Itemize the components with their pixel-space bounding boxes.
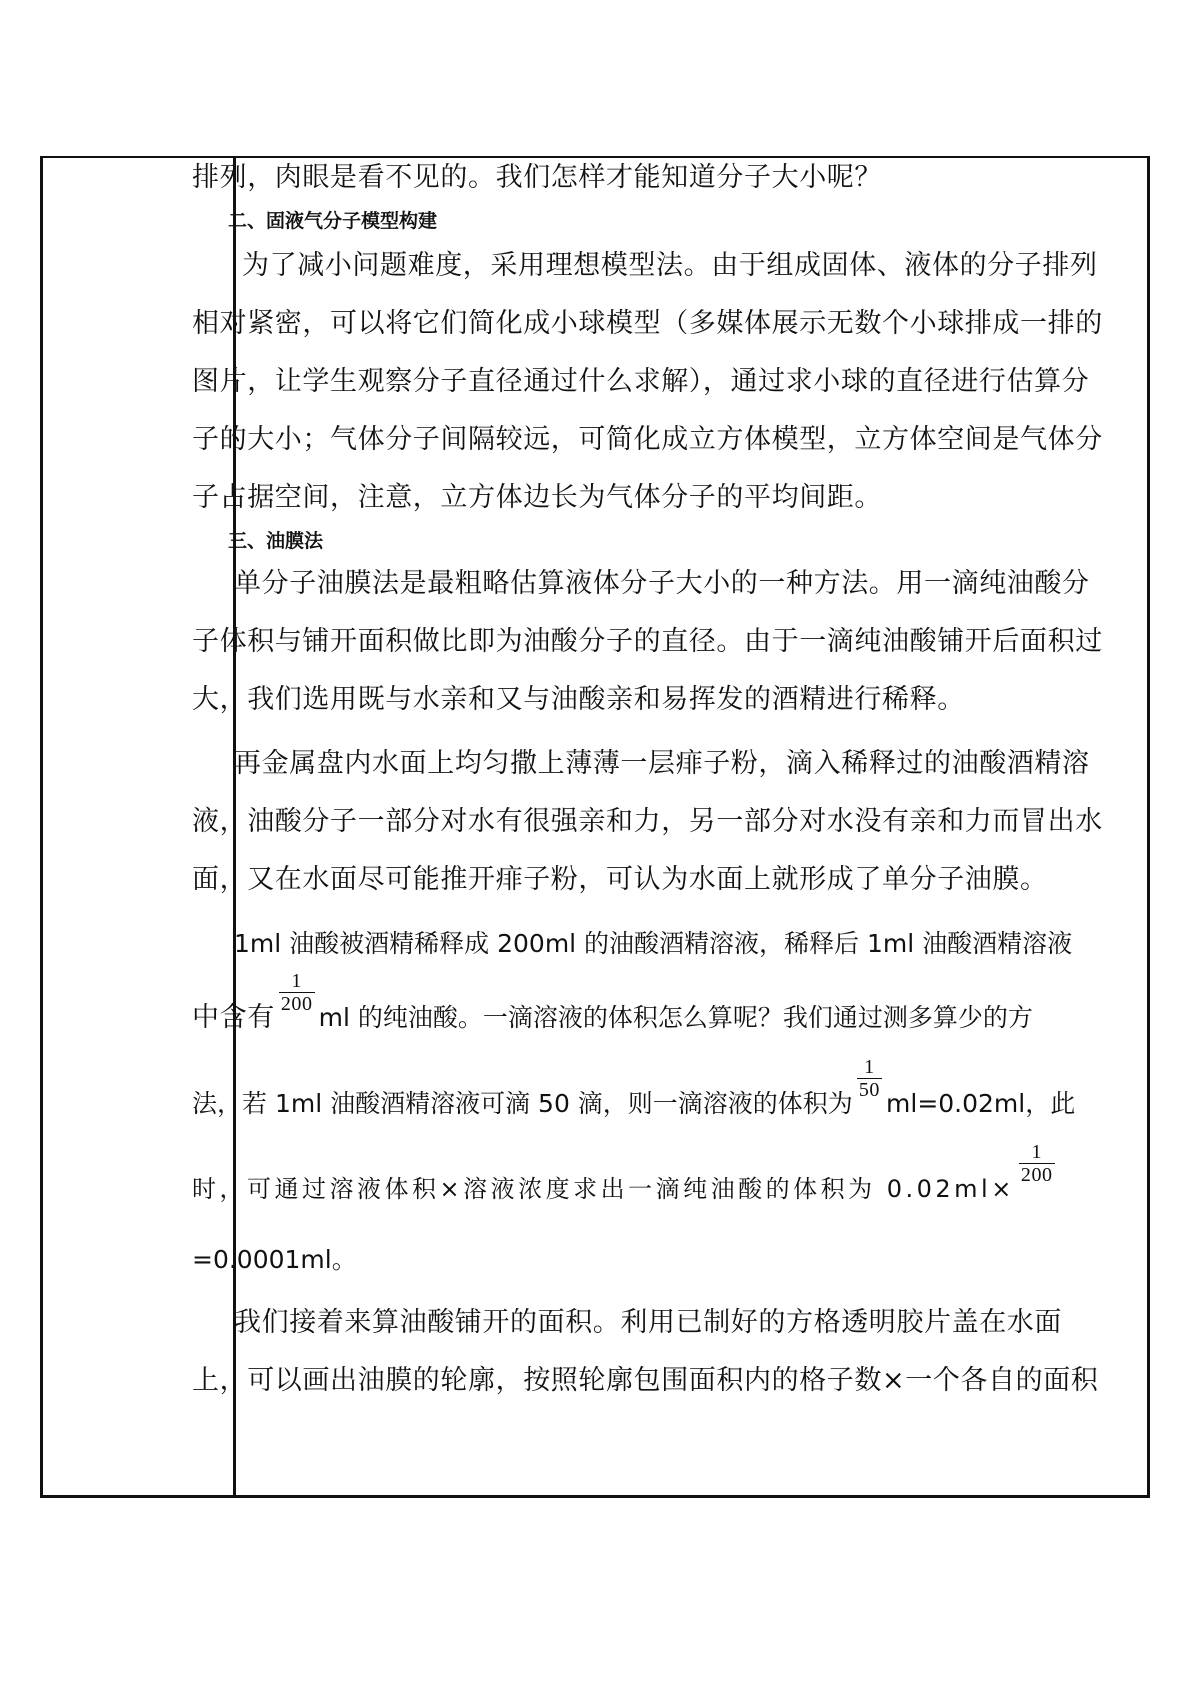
fraction-numerator: 1: [1031, 1141, 1043, 1163]
fraction: [857, 1056, 882, 1101]
paragraph-line: 大，我们选用既与水亲和又与油酸亲和易挥发的酒精进行稀释。: [192, 684, 965, 715]
paragraph-line: 面，又在水面尽可能推开痱子粉，可认为水面上就形成了单分子油膜。: [192, 864, 1048, 895]
fraction-line-prefix: 法，若 1ml 油酸酒精溶液可滴 50 滴，则一滴溶液的体积为: [192, 1089, 853, 1118]
fraction-line-2: [192, 1056, 1076, 1134]
section-heading-3: 三、油膜法: [228, 530, 324, 552]
fraction-line-1: [192, 970, 1033, 1048]
fraction-line-suffix: ml 的纯油酸。一滴溶液的体积怎么算呢？我们通过测多算少的方: [318, 1003, 1033, 1032]
paragraph-line: 排列，肉眼是看不见的。我们怎样才能知道分子大小呢？: [192, 162, 882, 193]
fraction: [279, 970, 315, 1015]
section-heading-2: 二、固液气分子模型构建: [228, 210, 438, 232]
paragraph-line: 子的大小；气体分子间隔较远，可简化成立方体模型，立方体空间是气体分: [192, 424, 1103, 455]
fraction-numerator: 1: [291, 970, 303, 992]
paragraph-line: 再金属盘内水面上均匀撒上薄薄一层痱子粉，滴入稀释过的油酸酒精溶: [234, 748, 1090, 779]
fraction-denominator: 200: [280, 993, 313, 1015]
fraction-numerator: 1: [864, 1056, 875, 1078]
paragraph-line: 相对紧密，可以将它们简化成小球模型（多媒体展示无数个小球排成一排的: [192, 308, 1103, 339]
fraction-line-3: [192, 1141, 1059, 1219]
paragraph-line: 上，可以画出油膜的轮廓，按照轮廓包围面积内的格子数×一个各自的面积: [192, 1365, 1099, 1396]
paragraph-line: 图片，让学生观察分子直径通过什么求解），通过求小球的直径进行估算分: [192, 366, 1090, 397]
paragraph-line: 液，油酸分子一部分对水有很强亲和力，另一部分对水没有亲和力而冒出水: [192, 806, 1103, 837]
paragraph-line: 子体积与铺开面积做比即为油酸分子的直径。由于一滴纯油酸铺开后面积过: [192, 626, 1103, 657]
fraction-line-prefix: 中含有: [192, 1002, 275, 1033]
paragraph-line: =0.0001ml。: [192, 1245, 357, 1274]
paragraph-line: 单分子油膜法是最粗略估算液体分子大小的一种方法。用一滴纯油酸分: [234, 568, 1090, 599]
fraction: [1019, 1141, 1055, 1186]
fraction-line-suffix: ml=0.02ml，此: [886, 1089, 1076, 1118]
fraction-line-prefix: 时，可通过溶液体积×溶液浓度求出一滴纯油酸的体积为 0.02ml×: [192, 1175, 1015, 1203]
fraction-denominator: 200: [1020, 1164, 1053, 1186]
paragraph-line: 为了减小问题难度，采用理想模型法。由于组成固体、液体的分子排列: [242, 250, 1098, 281]
paragraph-line: 我们接着来算油酸铺开的面积。利用已制好的方格透明胶片盖在水面: [234, 1307, 1062, 1338]
paragraph-line: 子占据空间，注意，立方体边长为气体分子的平均间距。: [192, 482, 882, 513]
paragraph-line: 1ml 油酸被酒精稀释成 200ml 的油酸酒精溶液，稀释后 1ml 油酸酒精溶液: [234, 929, 1073, 958]
fraction-denominator: 50: [858, 1079, 881, 1101]
